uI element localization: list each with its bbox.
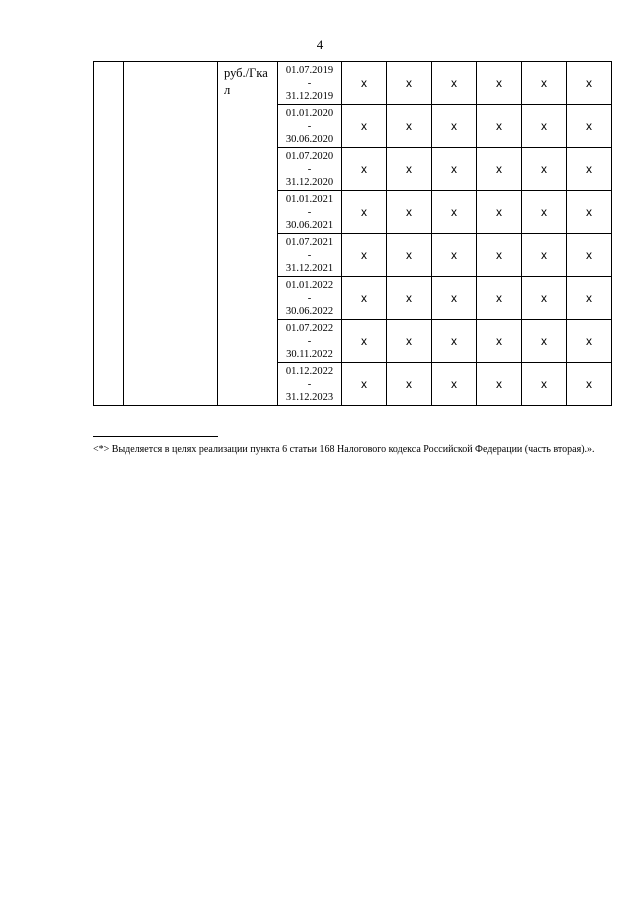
period-end: 30.06.2021 — [285, 219, 334, 231]
value-cell: x — [567, 191, 612, 234]
value-cell: x — [567, 277, 612, 320]
value-cell: x — [387, 105, 432, 148]
period-start: 01.01.2020 — [285, 107, 334, 119]
period-dash: - — [307, 249, 312, 261]
value-cell: x — [342, 62, 387, 105]
value-cell: x — [342, 277, 387, 320]
value-cell: x — [567, 363, 612, 406]
period-start: 01.07.2020 — [285, 150, 334, 162]
value-cell: x — [432, 148, 477, 191]
period-dash: - — [307, 206, 312, 218]
value-cell: x — [432, 277, 477, 320]
value-cell: x — [567, 105, 612, 148]
period-dash: - — [307, 292, 312, 304]
period-cell — [278, 320, 342, 363]
value-cell: x — [342, 234, 387, 277]
value-cell: x — [432, 105, 477, 148]
value-cell: x — [477, 320, 522, 363]
value-cell: x — [387, 320, 432, 363]
value-cell: x — [477, 148, 522, 191]
value-cell: x — [387, 277, 432, 320]
period-start: 01.07.2019 — [285, 64, 334, 76]
period-cell — [278, 62, 342, 105]
empty-cell-number — [94, 62, 124, 406]
table-body — [94, 62, 612, 406]
value-cell: x — [567, 234, 612, 277]
value-cell: x — [567, 148, 612, 191]
value-cell: x — [387, 363, 432, 406]
value-cell: x — [432, 320, 477, 363]
value-cell: x — [477, 105, 522, 148]
value-cell: x — [342, 363, 387, 406]
period-cell — [278, 191, 342, 234]
value-cell: x — [477, 191, 522, 234]
empty-cell-name — [124, 62, 218, 406]
period-dash: - — [307, 378, 312, 390]
value-cell: x — [432, 363, 477, 406]
period-end: 30.06.2022 — [285, 305, 334, 317]
value-cell: x — [477, 234, 522, 277]
period-end: 30.11.2022 — [286, 348, 333, 360]
value-cell: x — [567, 62, 612, 105]
value-cell: x — [522, 191, 567, 234]
value-cell: x — [342, 148, 387, 191]
period-cell — [278, 277, 342, 320]
tariff-table — [93, 61, 612, 406]
footnote-divider — [93, 436, 218, 437]
period-start: 01.01.2021 — [285, 193, 334, 205]
value-cell: x — [432, 234, 477, 277]
period-start: 01.07.2022 — [285, 322, 334, 334]
value-cell: x — [522, 320, 567, 363]
period-start: 01.07.2021 — [285, 236, 334, 248]
period-end: 31.12.2020 — [285, 176, 334, 188]
value-cell: x — [477, 277, 522, 320]
value-cell: x — [432, 62, 477, 105]
table-row — [94, 62, 612, 105]
value-cell: x — [522, 234, 567, 277]
page-number: 4 — [316, 37, 324, 52]
period-cell — [278, 148, 342, 191]
value-cell: x — [567, 320, 612, 363]
value-cell: x — [342, 320, 387, 363]
period-cell — [278, 234, 342, 277]
value-cell: x — [342, 105, 387, 148]
value-cell: x — [387, 62, 432, 105]
value-cell: x — [522, 105, 567, 148]
value-cell: x — [477, 363, 522, 406]
value-cell: x — [387, 191, 432, 234]
period-end: 30.06.2020 — [285, 133, 334, 145]
period-dash: - — [307, 163, 312, 175]
period-dash: - — [307, 120, 312, 132]
value-cell: x — [522, 363, 567, 406]
period-dash: - — [307, 335, 312, 347]
value-cell: x — [522, 148, 567, 191]
period-dash: - — [307, 77, 312, 89]
period-end: 31.12.2023 — [285, 391, 334, 403]
period-end: 31.12.2019 — [285, 90, 334, 102]
footnote: <*> Выделяется в целях реализации пункта 6 статьи 168 Налогового кодекса Российской Федерации (часть вторая).». — [93, 444, 595, 455]
value-cell: x — [522, 277, 567, 320]
value-cell: x — [342, 191, 387, 234]
period-cell — [278, 363, 342, 406]
period-start: 01.12.2022 — [285, 365, 334, 377]
value-cell: x — [432, 191, 477, 234]
value-cell: x — [387, 148, 432, 191]
unit-cell: руб./Гка л — [218, 62, 278, 406]
value-cell: x — [387, 234, 432, 277]
period-start: 01.01.2022 — [285, 279, 334, 291]
period-cell — [278, 105, 342, 148]
value-cell: x — [522, 62, 567, 105]
value-cell: x — [477, 62, 522, 105]
period-end: 31.12.2021 — [285, 262, 334, 274]
